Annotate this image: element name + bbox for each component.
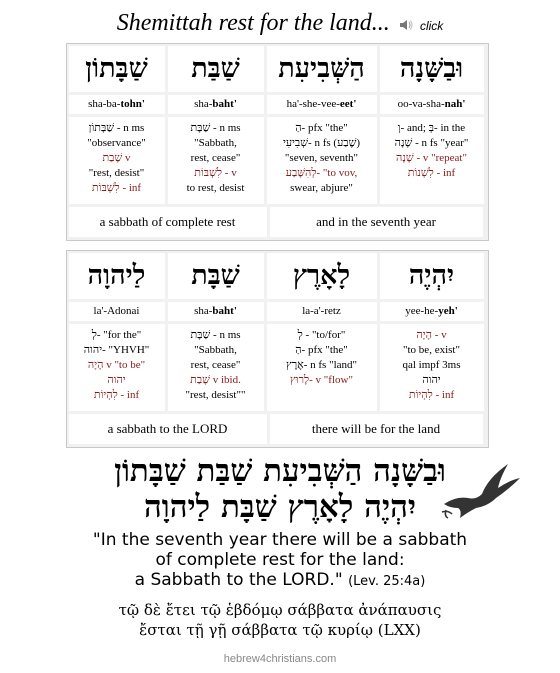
- gloss-line: שָׁנָה - n fs "year": [394, 136, 469, 149]
- verse-english-line: of complete rest for the land:: [155, 550, 405, 570]
- hebrew-word: שַׁבָּת: [168, 253, 264, 299]
- verse-greek-line: τῷ δὲ ἔτει τῷ ἑβδόμῳ σάββατα ἀνάπαυσις: [118, 601, 442, 619]
- transliteration: ha'-she-vee-eet': [267, 95, 377, 114]
- verse-english-line: "In the seventh year there will be a sabbath: [92, 530, 468, 550]
- verse-hebrew-line: יִהְיֶה לָאָרֶץ שַׁבָּת לַיהוָה: [143, 489, 417, 525]
- gloss-line: rest, cease": [190, 151, 241, 164]
- word-gloss: [168, 117, 264, 204]
- gloss-line: לִשְׁנוֹת - inf: [407, 166, 456, 179]
- gloss-line: שַׁבָּת - n ms: [190, 328, 241, 341]
- gloss-line: הַ- pfx "the": [295, 343, 348, 356]
- gloss-line: "to be, exist": [403, 343, 460, 356]
- hebrew-word: וּבַשָּׁנָה: [380, 46, 484, 92]
- gloss-line: הָיָה v "to be": [87, 358, 146, 371]
- gloss-line: "Sabbath,: [194, 343, 237, 356]
- gloss-line: לְ- "for the": [91, 328, 142, 341]
- gloss-line: יהוה: [107, 373, 126, 386]
- gloss-line: לִשְׁבּוֹת - v: [194, 166, 237, 179]
- word-grid-1: [66, 43, 489, 241]
- word-gloss: [267, 324, 377, 411]
- gloss-line: שְׁבִיעִי- n fs (שֶׁבַע): [282, 136, 361, 149]
- verse-hebrew: [100, 453, 460, 525]
- site-credit[interactable]: hebrew4christians.com: [223, 653, 337, 665]
- hebrew-row: [67, 251, 488, 300]
- gloss-line: "observance": [87, 136, 146, 149]
- gloss-line: to rest, desist: [186, 181, 245, 194]
- verse-english-line: a Sabbath to the LORD." (Lev. 25:4a): [134, 570, 426, 590]
- word-gloss: [267, 117, 377, 204]
- translation-left: a sabbath to the LORD: [69, 414, 267, 444]
- gloss-line: הַ- pfx "the": [295, 121, 348, 134]
- gloss-line: יהוה: [422, 373, 441, 386]
- gloss-line: שַׁבָּת - n ms: [190, 121, 241, 134]
- translation-row: [67, 412, 488, 445]
- transliteration: la'-Adonai: [69, 302, 165, 321]
- title-bar: [0, 10, 560, 37]
- verse-reference: (Lev. 25:4a): [348, 574, 426, 589]
- page-title: Shemittah rest for the land...: [116, 10, 390, 36]
- speaker-icon[interactable]: [399, 16, 413, 35]
- gloss-line: לִהְיוֹת - inf: [93, 388, 140, 401]
- gloss-line: שָׁבַת v: [102, 151, 131, 164]
- translation-right: there will be for the land: [270, 414, 483, 444]
- translit-row: [67, 300, 488, 322]
- transliteration: yee-he-yeh': [380, 302, 484, 321]
- translit-row: [67, 93, 488, 115]
- hebrew-word: הַשְּׁבִיעִת: [267, 46, 377, 92]
- transliteration: oo-va-sha-nah': [380, 95, 484, 114]
- gloss-line: rest, cease": [190, 358, 241, 371]
- word-gloss: [69, 117, 165, 204]
- verse-hebrew-line: וּבַשָּׁנָה הַשְּׁבִיעִת שַׁבַּת שַׁבָּתוֹן: [114, 453, 446, 489]
- hebrew-word: לַיהוָה: [69, 253, 165, 299]
- gloss-line: אֶרֶץ- n fs "land": [285, 358, 358, 371]
- gloss-line: הָיָה - v: [416, 328, 447, 341]
- gloss-line: qal impf 3ms: [402, 358, 461, 371]
- gloss-row: [67, 322, 488, 412]
- transliteration: sha-baht': [168, 95, 264, 114]
- gloss-line: וְ- and; בְּ- in the: [397, 121, 466, 134]
- verse-english: [0, 530, 560, 592]
- word-gloss: [380, 117, 484, 204]
- word-gloss: [69, 324, 165, 411]
- gloss-row: [67, 115, 488, 205]
- gloss-line: לָרוּץ- v "flow": [290, 373, 353, 386]
- hebrew-word: לָאָרֶץ: [267, 253, 377, 299]
- word-gloss: [168, 324, 264, 411]
- translation-left: a sabbath of complete rest: [69, 207, 267, 237]
- translation-right: and in the seventh year: [270, 207, 483, 237]
- gloss-line: יהוה- "YHVH": [83, 343, 150, 356]
- gloss-line: לִהְיוֹת - inf: [408, 388, 455, 401]
- word-grid-2: [66, 250, 489, 448]
- gloss-line: שַׁבָּתוֹן - n ms: [88, 121, 145, 134]
- gloss-line: swear, abjure": [290, 181, 353, 194]
- gloss-line: "rest, desist": [88, 166, 145, 179]
- hebrew-row: [67, 44, 488, 93]
- gloss-line: "rest, desist"": [185, 388, 246, 401]
- gloss-line: לְ - "to/for": [297, 328, 346, 341]
- hebrew-word: יִהְיֶה: [380, 253, 484, 299]
- verse-greek-line: ἔσται τῇ γῇ σάββατα τῷ κυρίῳ (LXX): [139, 621, 421, 639]
- hebrew-word: שַׁבַּת: [168, 46, 264, 92]
- gloss-line: שָׁנָה - v "repeat": [396, 151, 467, 164]
- word-gloss: [380, 324, 484, 411]
- hebrew-word: שַׁבָּתוֹן: [69, 46, 165, 92]
- gloss-line: לְהִשָּׁבַע- "to vov,: [285, 166, 358, 179]
- verse-greek: [0, 600, 560, 640]
- transliteration: sha-ba-tohn': [69, 95, 165, 114]
- gloss-line: "seven, seventh": [284, 151, 359, 164]
- transliteration: la-a'-retz: [267, 302, 377, 321]
- gloss-line: לִשְׁבּוֹת - inf: [91, 181, 142, 194]
- dove-icon: [438, 460, 522, 526]
- click-audio-link[interactable]: click: [419, 18, 444, 33]
- transliteration: sha-baht': [168, 302, 264, 321]
- gloss-line: שָׁבַת v ibid.: [190, 373, 241, 386]
- gloss-line: "Sabbath,: [194, 136, 237, 149]
- translation-row: [67, 205, 488, 238]
